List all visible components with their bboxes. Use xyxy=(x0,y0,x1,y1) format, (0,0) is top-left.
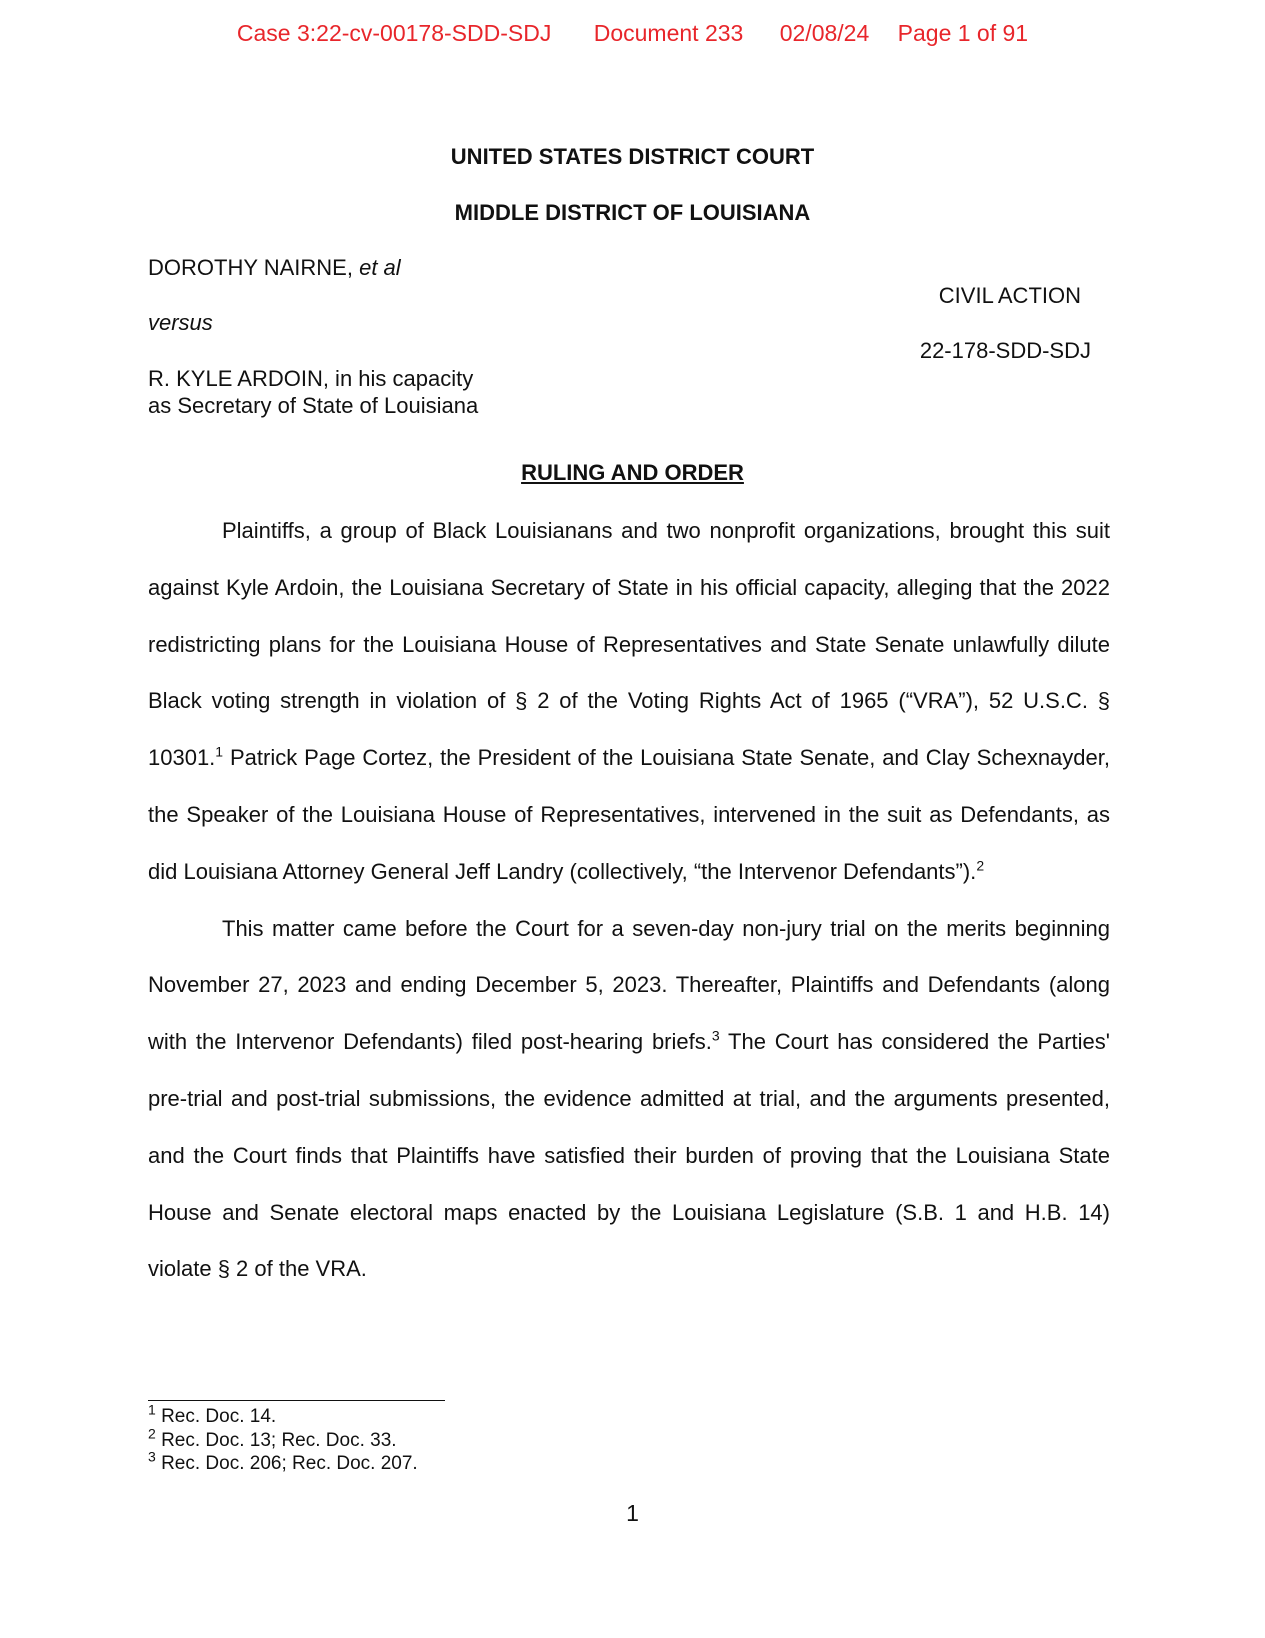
paragraph-1 xyxy=(148,503,1110,901)
footnote-3 xyxy=(148,1448,418,1476)
defendant-line-2: as Secretary of State of Louisiana xyxy=(148,393,479,418)
defendant-line-1: R. KYLE ARDOIN, in his capacity xyxy=(148,366,474,391)
footnote-divider xyxy=(148,1400,445,1401)
plaintiff-name: DOROTHY NAIRNE, xyxy=(148,255,353,280)
footnote-ref-3: 3 xyxy=(711,1027,720,1044)
filed-date: 02/08/24 xyxy=(779,20,870,46)
court-name: UNITED STATES DISTRICT COURT xyxy=(450,144,815,169)
paragraph-1-part-b: Patrick Page Cortez, the President of the Louisiana State Senate, and Clay Schexnayder, the Speaker of the Louisiana House of Representatives, intervened in the suit as Defendants, as did Louisiana Attorney General Jeff Landry (collectively, “the Intervenor Defendants”). xyxy=(148,745,1110,884)
page-number: 1 xyxy=(626,1500,639,1526)
paragraph-1-part-a: Plaintiffs, a group of Black Louisianans and two nonprofit organizations, brought this suit against Kyle Ardoin, the Louisiana Secretary of State in his official capacity, alleging that the 2022 redistricting plans for the Louisiana House of Representatives and State Senate unlawfully dilute Black voting strength in violation of § 2 of the Voting Rights Act of 1965 (“VRA”), 52 U.S.C. § 10301. xyxy=(148,518,1110,771)
court-district: MIDDLE DISTRICT OF LOUISIANA xyxy=(454,200,811,225)
document-title: RULING AND ORDER xyxy=(521,460,744,485)
page-count: Page 1 of 91 xyxy=(897,20,1029,46)
footnote-text: Rec. Doc. 13; Rec. Doc. 33. xyxy=(161,1429,397,1451)
footnotes xyxy=(148,1401,418,1476)
footnote-mark: 1 xyxy=(148,1401,156,1418)
civil-action-label: CIVIL ACTION xyxy=(938,283,1081,308)
case-header xyxy=(0,20,1265,47)
document-number: Document 233 xyxy=(593,20,744,46)
paragraph-2-part-a: This matter came before the Court for a seven-day non-jury trial on the merits beginning November 27, 2023 and ending December 5, 2023. Thereafter, Plaintiffs and Defendants (along with the Intervenor Defendants) filed post-hearing briefs. xyxy=(148,915,1110,1055)
footnote-text: Rec. Doc. 206; Rec. Doc. 207. xyxy=(161,1453,418,1474)
ruling-body xyxy=(148,503,1110,1298)
footnote-text: Rec. Doc. 14. xyxy=(161,1406,277,1427)
paragraph-2-part-b: The Court has considered the Parties' pre-trial and post-trial submissions, the evidence admitted at trial, and the arguments presented, and the Court finds that Plaintiffs have satisfied their burden of proving that the Louisiana State House and Senate electoral maps enacted by the Louisiana Legislature (S.B. 1 and H.B. 14) violate § 2 of the VRA. xyxy=(148,1029,1110,1282)
paragraph-2 xyxy=(148,901,1110,1299)
footnote-ref-1: 1 xyxy=(215,743,224,760)
versus-label: versus xyxy=(148,310,213,335)
footnote-ref-2: 2 xyxy=(976,857,985,874)
footnote-mark: 3 xyxy=(148,1448,156,1465)
plaintiff-caption xyxy=(148,255,401,281)
civil-action-number: 22-178-SDD-SDJ xyxy=(919,338,1091,363)
footnote-mark: 2 xyxy=(148,1425,156,1442)
footnote-2 xyxy=(148,1425,418,1453)
footnote-1 xyxy=(148,1401,418,1429)
case-number: Case 3:22-cv-00178-SDD-SDJ xyxy=(236,20,552,46)
plaintiff-et-al: et al xyxy=(359,255,401,280)
